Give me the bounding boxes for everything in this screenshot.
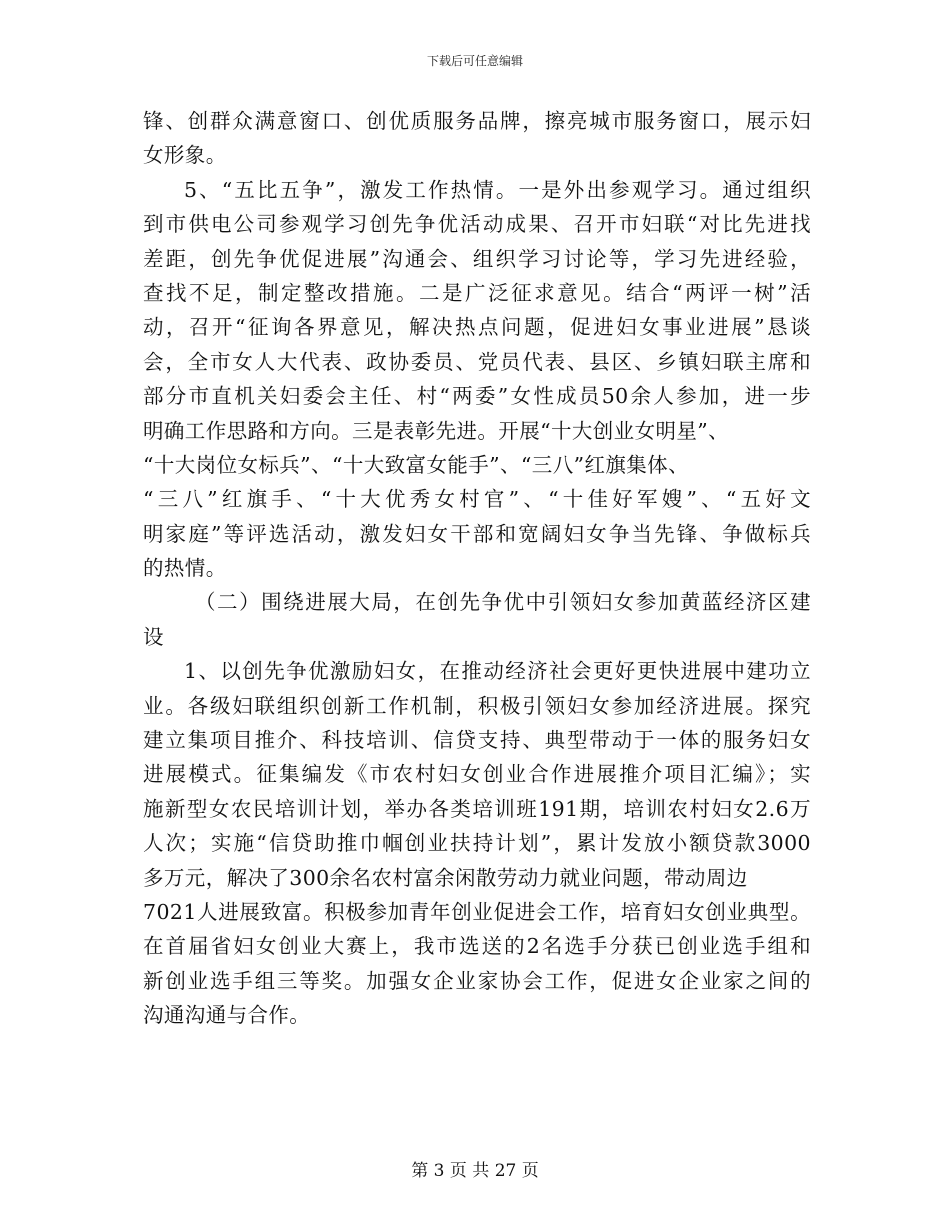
text-line: 明家庭”等评选活动，激发妇女干部和宽阔妇女争当先锋、争做标兵 bbox=[143, 521, 811, 546]
page-header-note: 下载后可任意编辑 bbox=[426, 54, 523, 68]
text-line: 部分市直机关妇委会主任、村“两委”女性成员50余人参加，进一步 bbox=[143, 384, 811, 409]
text-line: 7021人进展致富。积极参加青年创业促进会工作，培育妇女创业典型。 bbox=[143, 899, 811, 924]
text-line: 进展模式。征集编发《市农村妇女创业合作进展推介项目汇编》；实 bbox=[143, 762, 811, 787]
text-line: 女形象。 bbox=[143, 143, 227, 168]
text-line: 动，召开“征询各界意见，解决热点问题，促进妇女事业进展”恳谈 bbox=[143, 315, 811, 340]
text-line: 5、“五比五争”，激发工作热情。一是外出参观学习。通过组织 bbox=[184, 177, 811, 202]
document-body bbox=[143, 104, 811, 1033]
text-line: 的热情。 bbox=[143, 556, 227, 581]
text-line: 锋、创群众满意窗口、创优质服务品牌，擦亮城市服务窗口，展示妇 bbox=[143, 109, 811, 133]
text-line: 差距，创先争优促进展”沟通会、组织学习讨论等，学习先进经验， bbox=[143, 246, 811, 271]
text-line: 沟通沟通与合作。 bbox=[143, 1003, 311, 1028]
text-line: 新创业选手组三等奖。加强女企业家协会工作，促进女企业家之间的 bbox=[143, 968, 811, 993]
text-line: 施新型女农民培训计划，举办各类培训班191期，培训农村妇女2.6万 bbox=[143, 796, 811, 821]
text-line: 在首届省妇女创业大赛上，我市选送的2名选手分获已创业选手组和 bbox=[143, 934, 811, 959]
text-line: 到市供电公司参观学习创先争优活动成果、召开市妇联“对比先进找 bbox=[143, 212, 811, 237]
text-line: 建立集项目推介、科技培训、信贷支持、典型带动于一体的服务妇女 bbox=[143, 728, 811, 753]
text-line: 人次；实施“信贷助推巾帼创业扶持计划”，累计发放小额贷款3000 bbox=[143, 831, 811, 856]
text-line: 明确工作思路和方向。三是表彰先进。开展“十大创业女明星”、 bbox=[143, 418, 730, 443]
text-line: 1、以创先争优激励妇女，在推动经济社会更好更快进展中建功立 bbox=[184, 659, 811, 684]
text-line: “十大岗位女标兵”、“十大致富女能手”、“三八”红旗集体、 bbox=[143, 452, 689, 477]
section-heading-line: 设 bbox=[143, 624, 164, 649]
text-line: “三八”红旗手、“十大优秀女村官”、“十佳好军嫂”、“五好文 bbox=[143, 487, 811, 512]
page-number: 第 3 页 共 27 页 bbox=[411, 1161, 539, 1181]
text-line: 会，全市女人大代表、政协委员、党员代表、县区、乡镇妇联主席和 bbox=[143, 349, 811, 374]
section-heading-line: （二）围绕进展大局，在创先争优中引领妇女参加黄蓝经济区建 bbox=[195, 590, 811, 615]
text-line: 业。各级妇联组织创新工作机制，积极引领妇女参加经济进展。探究 bbox=[143, 693, 811, 718]
text-line: 多万元，解决了300余名农村富余闲散劳动力就业问题，带动周边 bbox=[143, 865, 748, 890]
text-line: 查找不足，制定整改措施。二是广泛征求意见。结合“两评一树”活 bbox=[143, 280, 811, 305]
